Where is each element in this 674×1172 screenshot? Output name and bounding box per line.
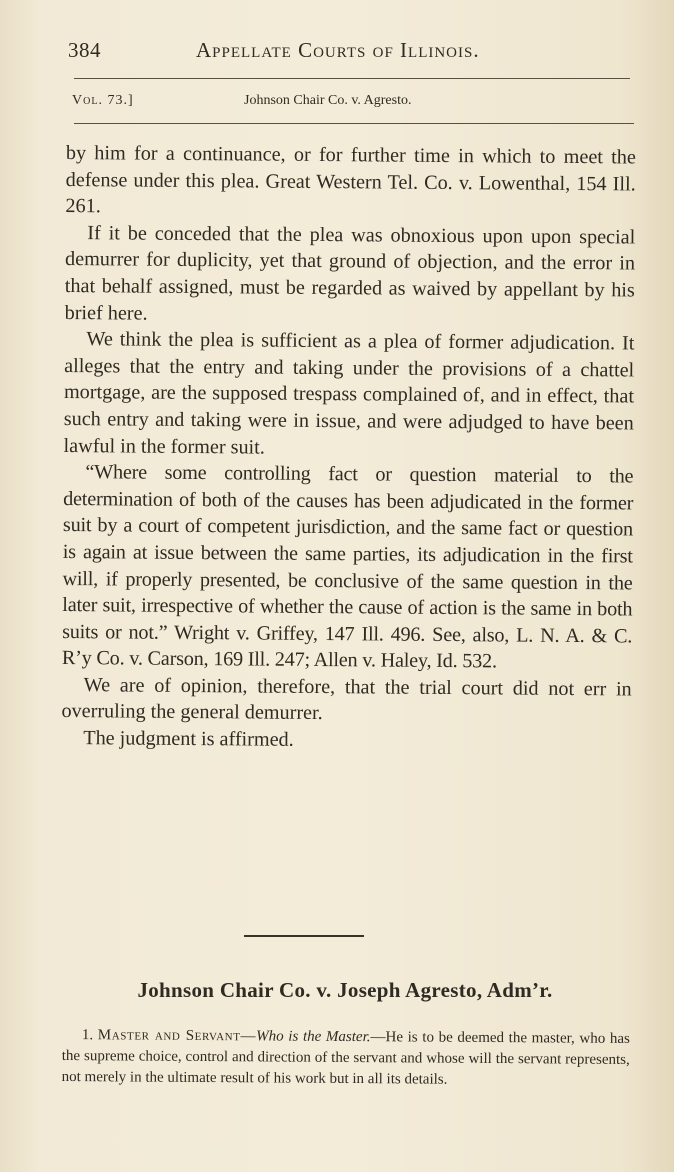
headnote-number: 1. bbox=[81, 1027, 94, 1044]
page-header-title: Appellate Courts of Illinois. bbox=[196, 38, 480, 62]
paragraph: We think the plea is sufficient as a plea of former adjudication. It alleges that the entry and taking under the provisions of a chattel mortgage, are the supposed trespass complained of, and in effect, that such entry and taking were in issue, and were adjudged to have been lawful in the former suit. bbox=[63, 328, 635, 459]
paragraph: by him for a continuance, or for further time in which to meet the defense under this plea. Great Western Tel. Co. v. Lowenthal, 154 Ill. 261. bbox=[65, 141, 636, 218]
section-divider bbox=[244, 935, 364, 937]
judgment-line: The judgment is affirmed. bbox=[83, 727, 294, 751]
headnote-text: —He is to be deemed the master, who has the supreme choice, control and direction of the servant and whose will the servant represents, not merely in the ultimate result of his work but in all its details. bbox=[61, 1029, 630, 1088]
paragraph-quotation: “Where some controlling fact or question material to the determination of both of the causes has been adjudicated in the former suit by a court of competent jurisdiction, and the same fact or question is again at issue between the same parties, its adjudication in the first will, if properly presented, be conclusive of the same question in the later suit, irrespective of whether the cause of action is the same in both suits or not.” Wright v. Griffey, 147 Ill. 496. See, also, L. N. A. & C. R’y Co. v. Carson, 169 Ill. 247; Allen v. Haley, Id. 532. bbox=[61, 461, 634, 673]
volume-label: Vol. 73.] bbox=[72, 93, 134, 108]
page-number: 384 bbox=[68, 38, 101, 62]
opinion-text bbox=[61, 140, 636, 756]
header-rule-top bbox=[74, 78, 630, 79]
case-running-title: Johnson Chair Co. v. Agresto. bbox=[244, 93, 412, 108]
header-rule-bottom bbox=[74, 123, 634, 124]
paragraph: If it be conceded that the plea was obnoxious upon upon special demurrer for duplicity, yet that ground of objection, and the error in that behalf assigned, must be regarded as waived by appellant by his brief here. bbox=[64, 221, 636, 325]
case-title: Johnson Chair Co. v. Joseph Agresto, Adm’r. bbox=[137, 978, 553, 1002]
headnote bbox=[62, 1025, 630, 1092]
paragraph: We are of opinion, therefore, that the trial court did not err in overruling the general demurrer. bbox=[61, 674, 632, 725]
headnote-subtopic: Who is the Master. bbox=[256, 1028, 371, 1046]
headnote-topic: Master and Servant— bbox=[97, 1027, 257, 1045]
